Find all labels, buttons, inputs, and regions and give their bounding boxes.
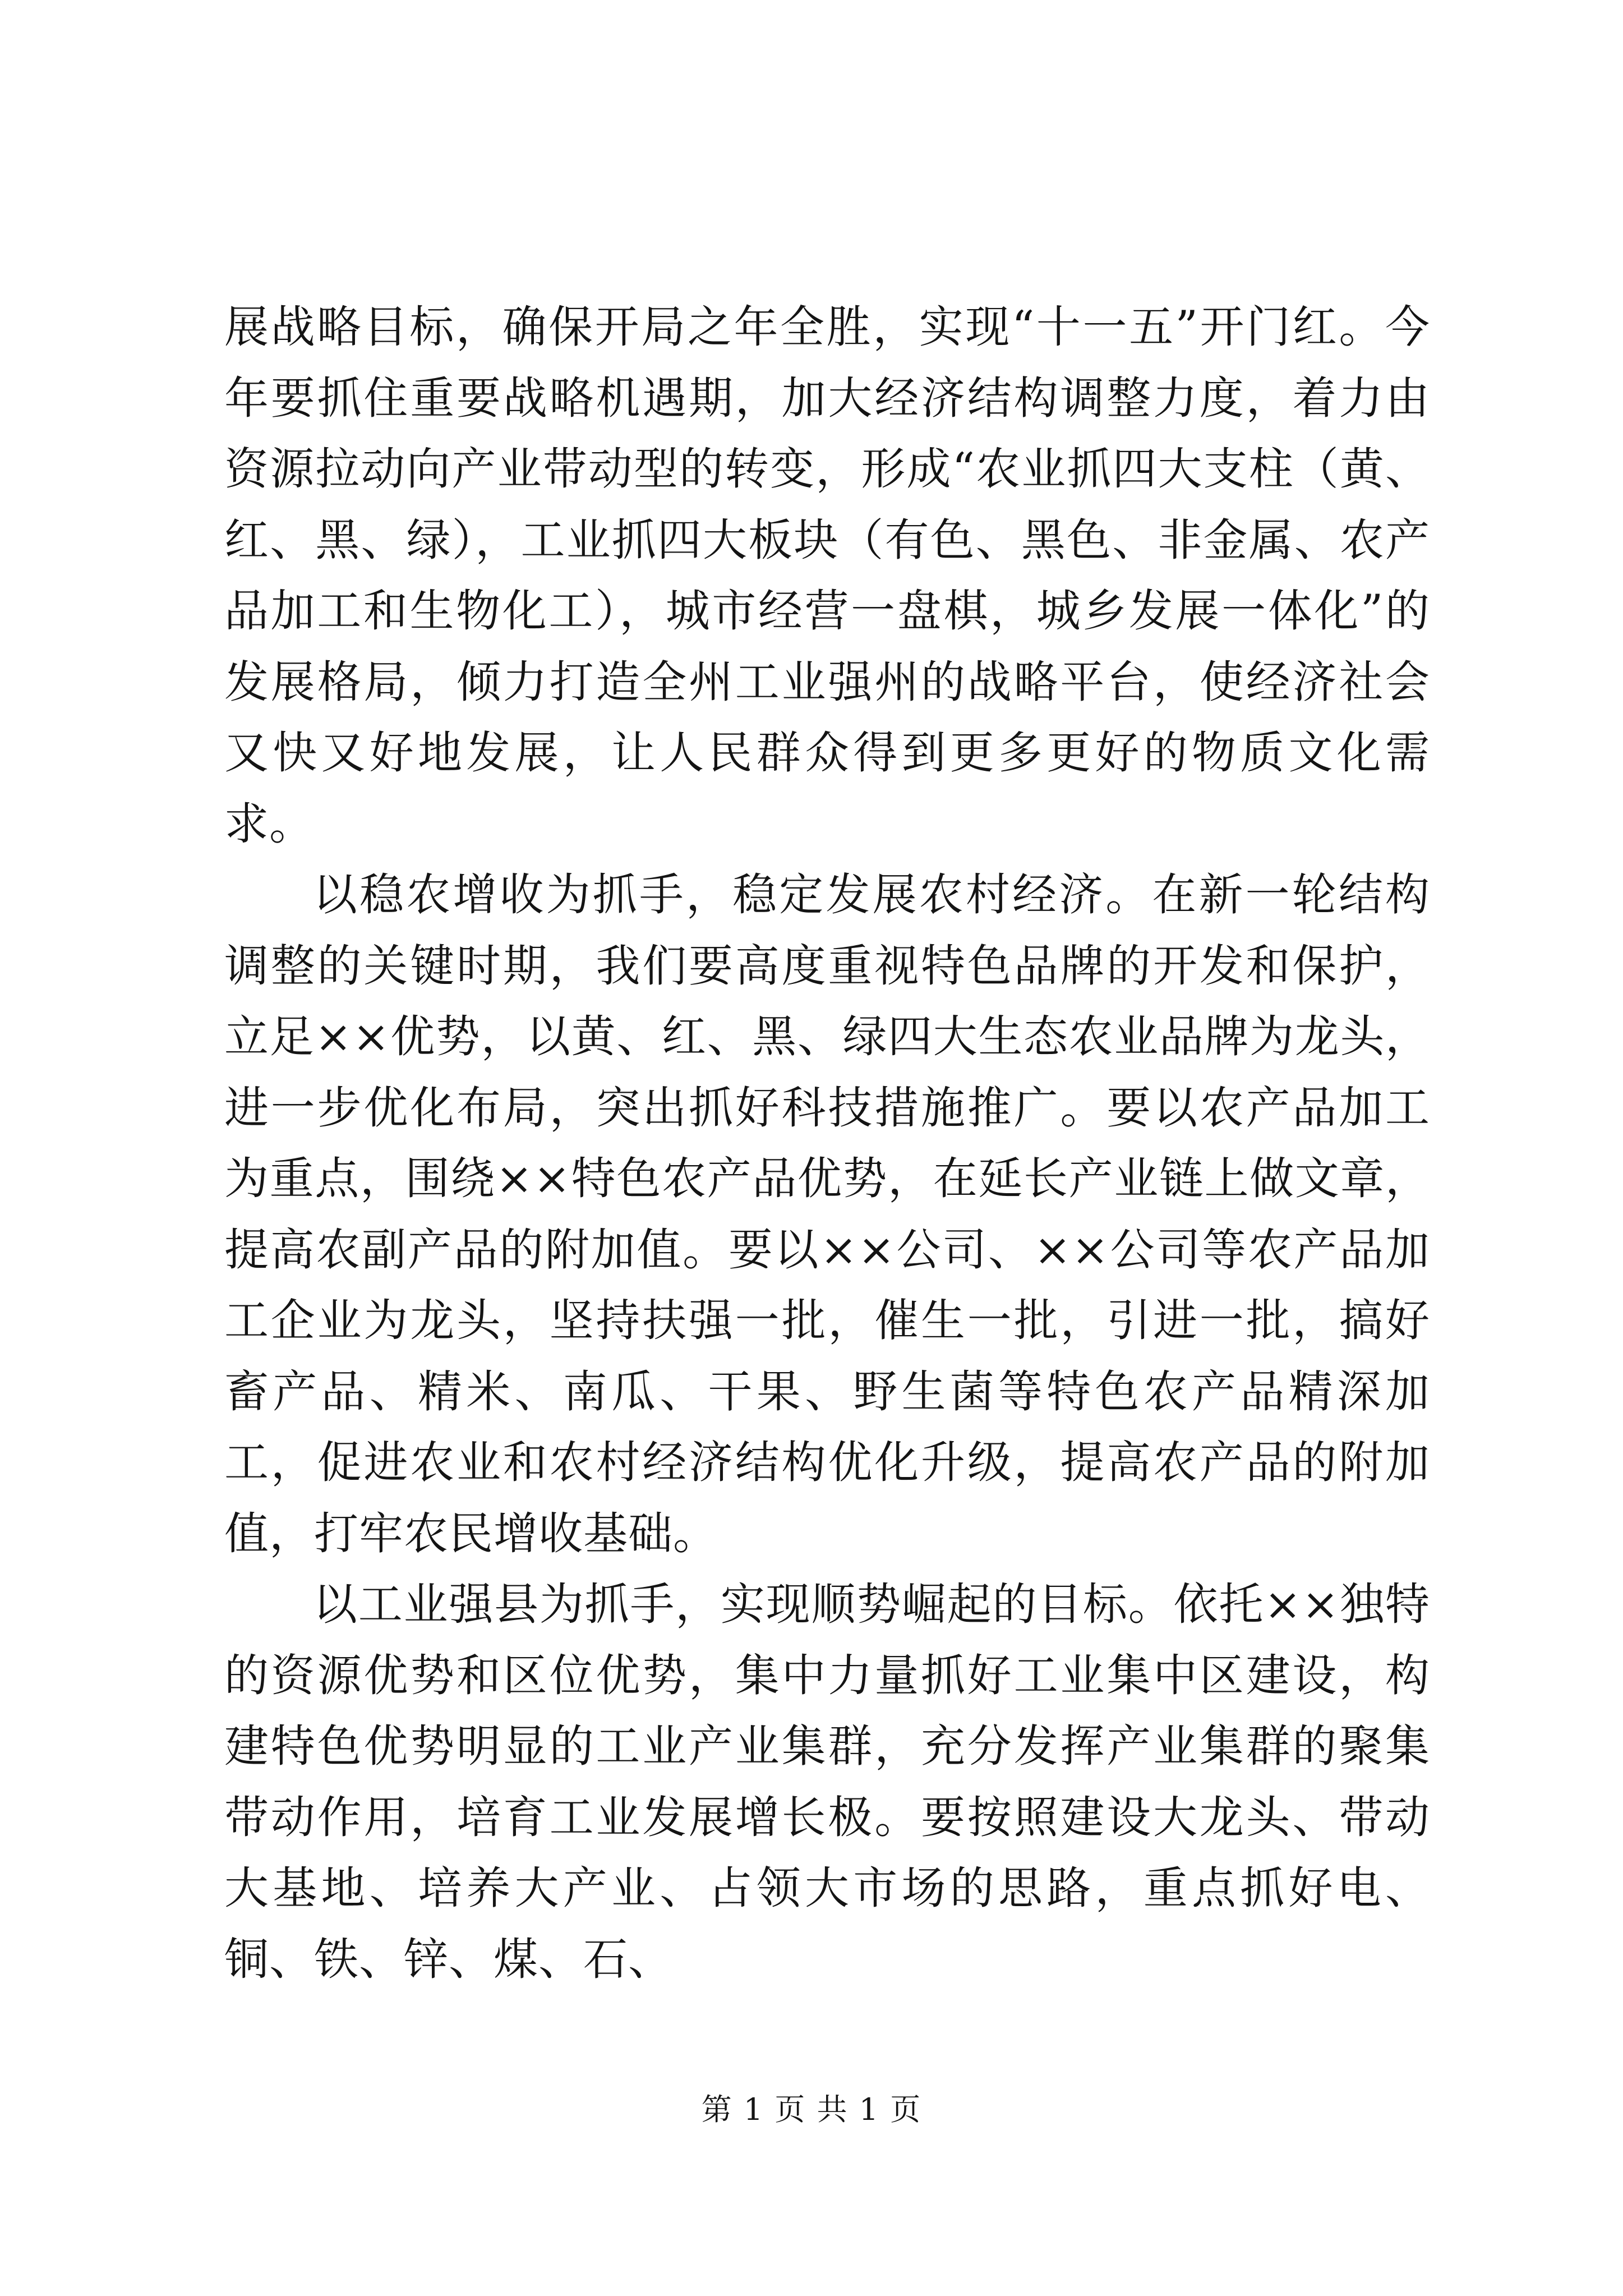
document-body <box>224 292 1430 1995</box>
paragraph-industry: 以工业强县为抓手，实现顺势崛起的目标。依托××独特的资源优势和区位优势，集中力量抓好工业集中区建设，构建特色优势明显的工业产业集群，充分发挥产业集群的聚集带动作用，培育工业发展增长极。要按照建设大龙头、带动大基地、培养大产业、占领大市场的思路，重点抓好电、铜、铁、锌、煤、石、 <box>224 1579 1430 1985</box>
paragraph-agriculture: 以稳农增收为抓手，稳定发展农村经济。在新一轮结构调整的关键时期，我们要高度重视特色品牌的开发和保护，立足××优势，以黄、红、黑、绿四大生态农业品牌为龙头，进一步优化布局，突出抓好科技措施推广。要以农产品加工为重点，围绕××特色农产品优势，在延长产业链上做文章，提高农副产品的附加值。要以××公司、××公司等农产品加工企业为龙头，坚持扶强一批，催生一批，引进一批，搞好畜产品、精米、南瓜、干果、野生菌等特色农产品精深加工，促进农业和农村经济结构优化升级，提高农产品的附加值，打牢农民增收基础。 <box>224 869 1430 1559</box>
page-footer: 第 1 页 共 1 页 <box>701 2092 922 2127</box>
paragraph-continuation: 展战略目标，确保开局之年全胜，实现“十一五”开门红。今年要抓住重要战略机遇期，加大经济结构调整力度，着力由资源拉动向产业带动型的转变，形成“农业抓四大支柱（黄、红、黑、绿），工业抓四大板块（有色、黑色、非金属、农产品加工和生物化工），城市经营一盘棋，城乡发展一体化”的发展格局，倾力打造全州工业强州的战略平台，使经济社会又快又好地发展，让人民群众得到更多更好的物质文化需求。 <box>224 301 1430 850</box>
